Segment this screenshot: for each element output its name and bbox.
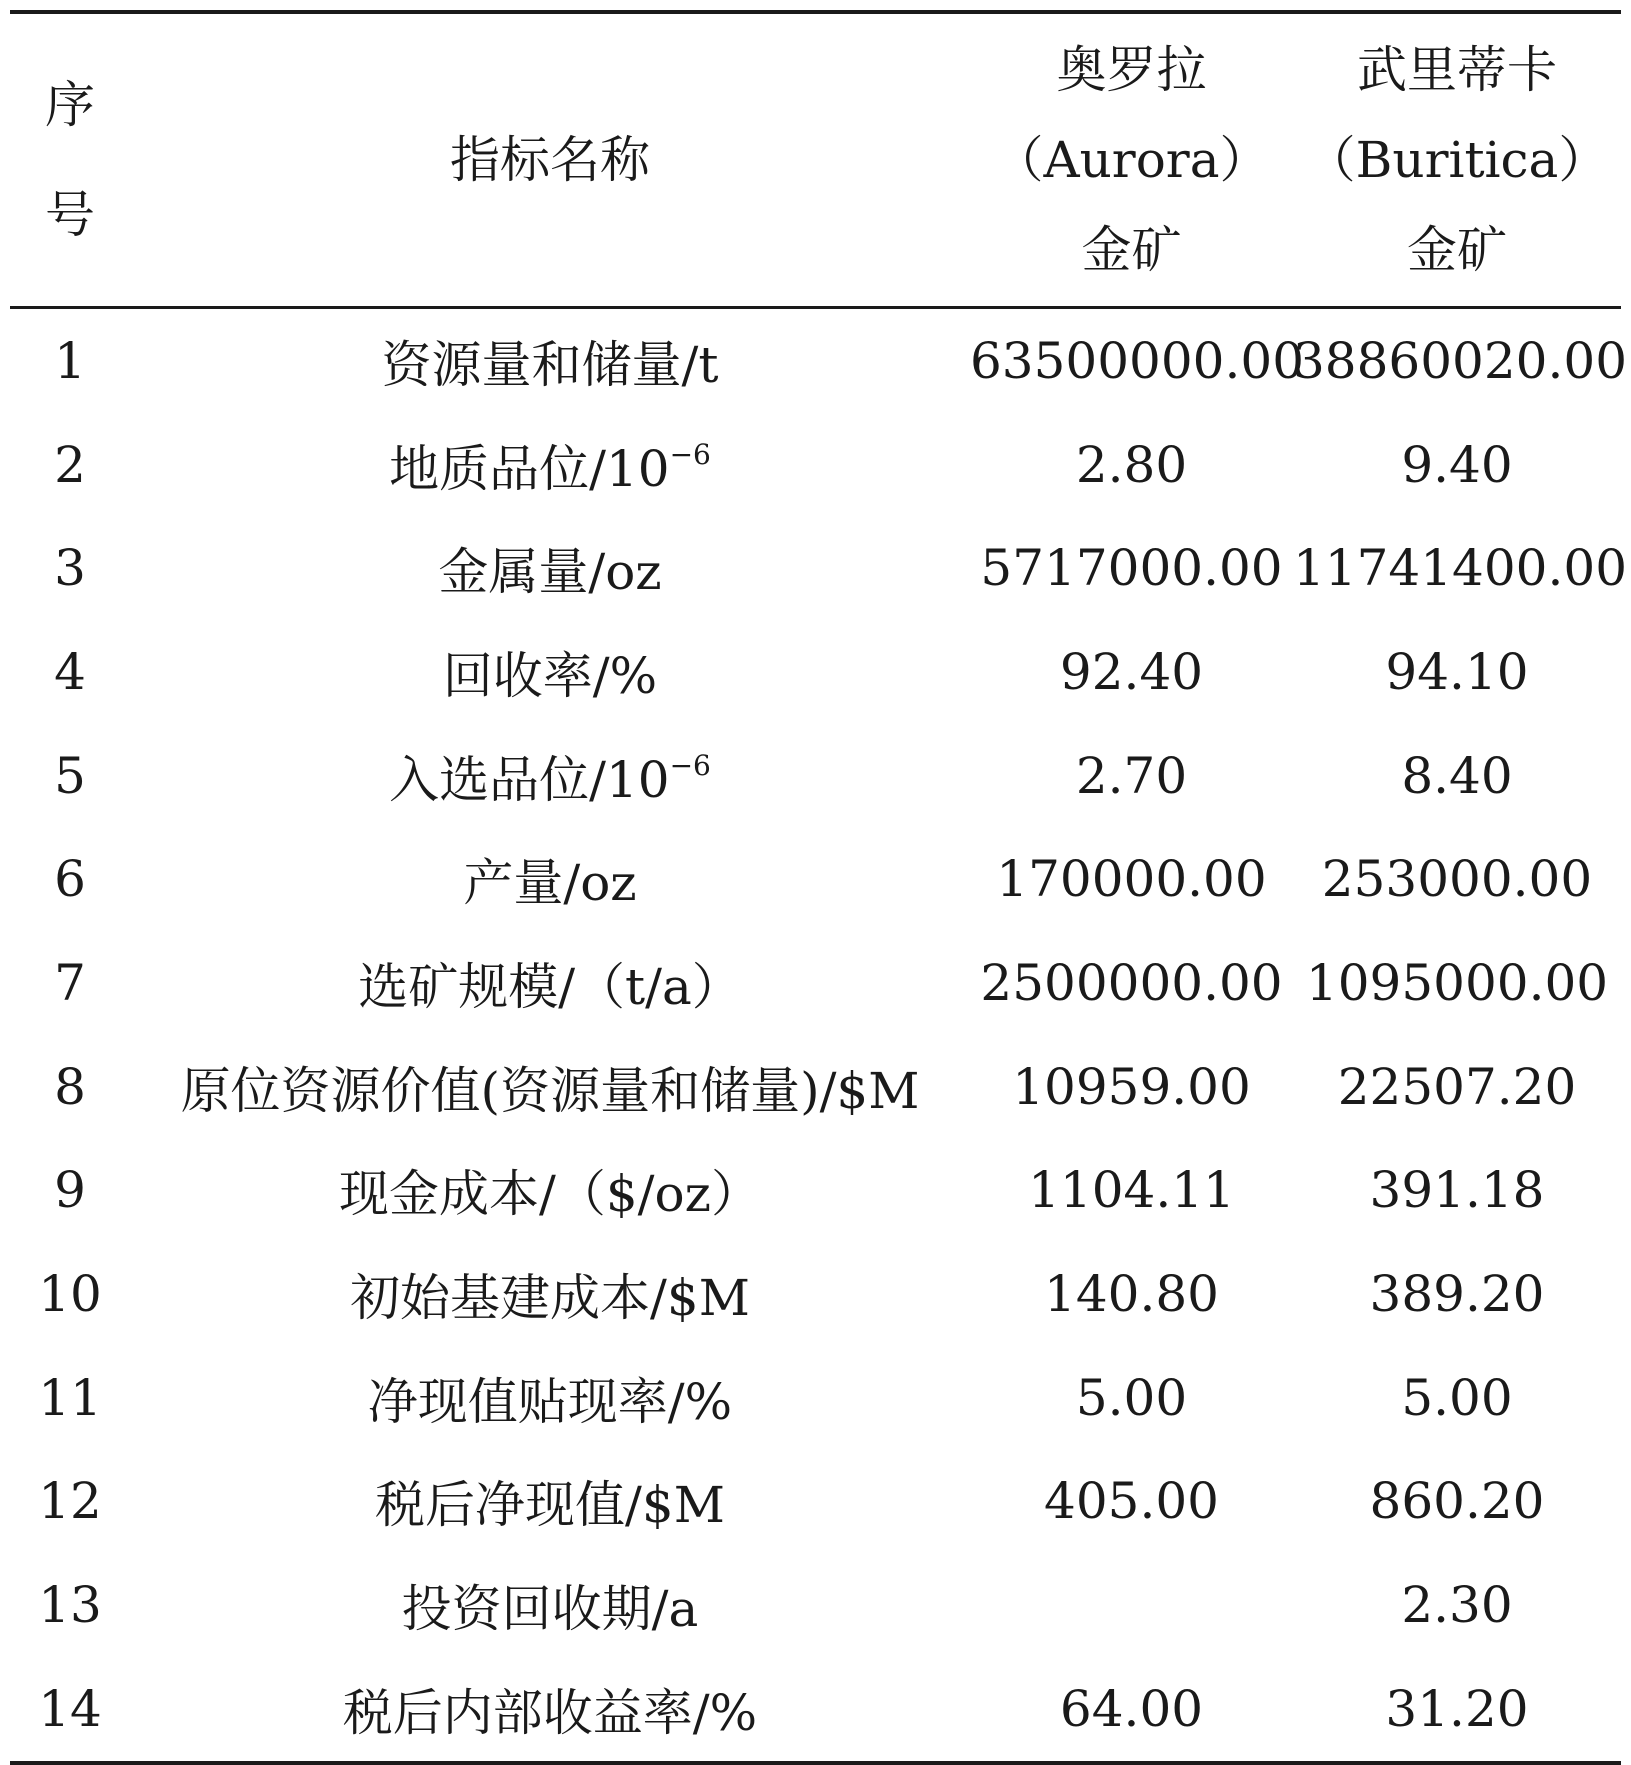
- indicator-text: 地质品位/10: [389, 439, 670, 498]
- row-buritica-value: 860.20: [1369, 1472, 1545, 1531]
- table-row: [10, 1139, 1621, 1243]
- row-aurora-value: 2.70: [1075, 746, 1188, 805]
- row-index: 1: [54, 331, 86, 390]
- row-aurora-value: 2.80: [1075, 435, 1188, 494]
- table-row: [10, 931, 1621, 1035]
- row-indicator: [130, 1139, 970, 1243]
- table-row: [10, 724, 1621, 828]
- row-indicator: [130, 1450, 970, 1554]
- indicator-text: 选矿规模/（t/a）: [358, 957, 742, 1016]
- row-index: 7: [54, 953, 86, 1012]
- indicator-text: 产量/oz: [463, 854, 637, 913]
- header-indicator-name: 指标名称: [130, 12, 970, 308]
- row-aurora-value: 5.00: [1075, 1368, 1188, 1427]
- row-indicator: [130, 827, 970, 931]
- indicator-text: 资源量和储量/t: [381, 335, 719, 394]
- row-index: 5: [54, 746, 86, 805]
- row-aurora-value: 140.80: [1044, 1265, 1219, 1324]
- table-row: [10, 308, 1621, 413]
- indicator-text: 投资回收期/a: [401, 1580, 699, 1639]
- table-row: [10, 1657, 1621, 1763]
- row-buritica-value: 94.10: [1385, 642, 1529, 701]
- row-index: 9: [54, 1161, 86, 1220]
- row-index: 13: [38, 1576, 102, 1635]
- row-indicator: [130, 1242, 970, 1346]
- table-row: [10, 516, 1621, 620]
- table-row: [10, 1346, 1621, 1450]
- row-indicator: [130, 413, 970, 517]
- row-index: 2: [54, 435, 86, 494]
- row-buritica-value: 2.30: [1401, 1576, 1513, 1635]
- header-aurora: [970, 12, 1293, 308]
- row-index: 6: [54, 850, 86, 909]
- row-index: 14: [10, 1657, 130, 1763]
- row-aurora-value: 1104.11: [1028, 1161, 1235, 1220]
- row-buritica-value: 11741400.00: [1293, 539, 1628, 598]
- row-index: 10: [38, 1265, 102, 1324]
- row-buritica-value: 38860020.00: [1293, 331, 1628, 390]
- indicator-text: 初始基建成本/$M: [350, 1269, 750, 1328]
- row-indicator: [130, 308, 970, 413]
- indicator-text: 净现值贴现率/%: [367, 1372, 733, 1431]
- row-indicator: [130, 516, 970, 620]
- header-buritica: [1293, 12, 1621, 308]
- row-index: 11: [38, 1368, 102, 1427]
- indicator-text: 入选品位/10: [389, 750, 670, 809]
- row-indicator: [130, 1346, 970, 1450]
- indicator-text: 税后内部收益率/%: [342, 1683, 758, 1742]
- row-indicator: [130, 931, 970, 1035]
- row-aurora-value: 10959.00: [1012, 1057, 1251, 1116]
- row-buritica-value: 22507.20: [1337, 1057, 1577, 1116]
- row-buritica-value: 8.40: [1401, 746, 1513, 805]
- row-indicator: [130, 1657, 970, 1763]
- row-index: 3: [54, 539, 86, 598]
- row-indicator: [130, 620, 970, 724]
- row-buritica-value: 253000.00: [1321, 850, 1593, 909]
- header-aurora-line: 金矿: [1081, 221, 1182, 279]
- table-row: [10, 1242, 1621, 1346]
- header-buritica-line: （Buritica）: [1305, 131, 1609, 189]
- indicator-text: 现金成本/（$/oz）: [339, 1165, 761, 1224]
- row-indicator: [130, 1553, 970, 1657]
- table-row: [10, 1035, 1621, 1139]
- header-buritica-line: 金矿: [1407, 221, 1507, 279]
- indicator-text: 原位资源价值(资源量和储量)/$M: [180, 1061, 920, 1120]
- row-buritica-value: 9.40: [1401, 435, 1513, 494]
- row-aurora-value: 2500000.00: [980, 953, 1283, 1012]
- indicator-text: 金属量/oz: [438, 543, 662, 602]
- header-aurora-line: （Aurora）: [993, 131, 1270, 189]
- row-buritica-value: 1095000.00: [1305, 953, 1609, 1012]
- table-row: [10, 620, 1621, 724]
- row-index: 4: [54, 642, 86, 701]
- header-aurora-line: 奥罗拉: [1056, 41, 1207, 99]
- row-buritica-value: 5.00: [1401, 1368, 1513, 1427]
- comparison-table: [10, 10, 1628, 1765]
- indicator-text: 回收率/%: [442, 646, 658, 705]
- table-row: [10, 413, 1621, 517]
- row-buritica-value: 391.18: [1369, 1161, 1545, 1220]
- header-index: [10, 12, 130, 308]
- header-index-line: 号: [45, 186, 95, 244]
- header-index-line: 序: [45, 76, 95, 134]
- row-indicator: [130, 1035, 970, 1139]
- table-row: [10, 1553, 1621, 1657]
- row-buritica-value: 31.20: [1293, 1657, 1621, 1763]
- row-aurora-value: [970, 1553, 1293, 1657]
- table-header-row: [10, 12, 1621, 308]
- indicator-exponent: −6: [669, 748, 711, 782]
- indicator-exponent: −6: [669, 437, 711, 471]
- header-buritica-line: 武里蒂卡: [1357, 41, 1557, 99]
- row-aurora-value: 92.40: [1059, 642, 1204, 701]
- row-aurora-value: 405.00: [1044, 1472, 1219, 1531]
- row-index: 12: [38, 1472, 102, 1531]
- row-indicator: [130, 724, 970, 828]
- row-aurora-value: 64.00: [970, 1657, 1293, 1763]
- row-buritica-value: 389.20: [1369, 1265, 1545, 1324]
- table-row: [10, 827, 1621, 931]
- indicator-text: 税后净现值/$M: [375, 1476, 725, 1535]
- row-index: 8: [54, 1057, 86, 1116]
- row-aurora-value: 63500000.00: [970, 331, 1305, 390]
- row-aurora-value: 5717000.00: [980, 539, 1283, 598]
- table-row: [10, 1450, 1621, 1554]
- row-aurora-value: 170000.00: [996, 850, 1267, 909]
